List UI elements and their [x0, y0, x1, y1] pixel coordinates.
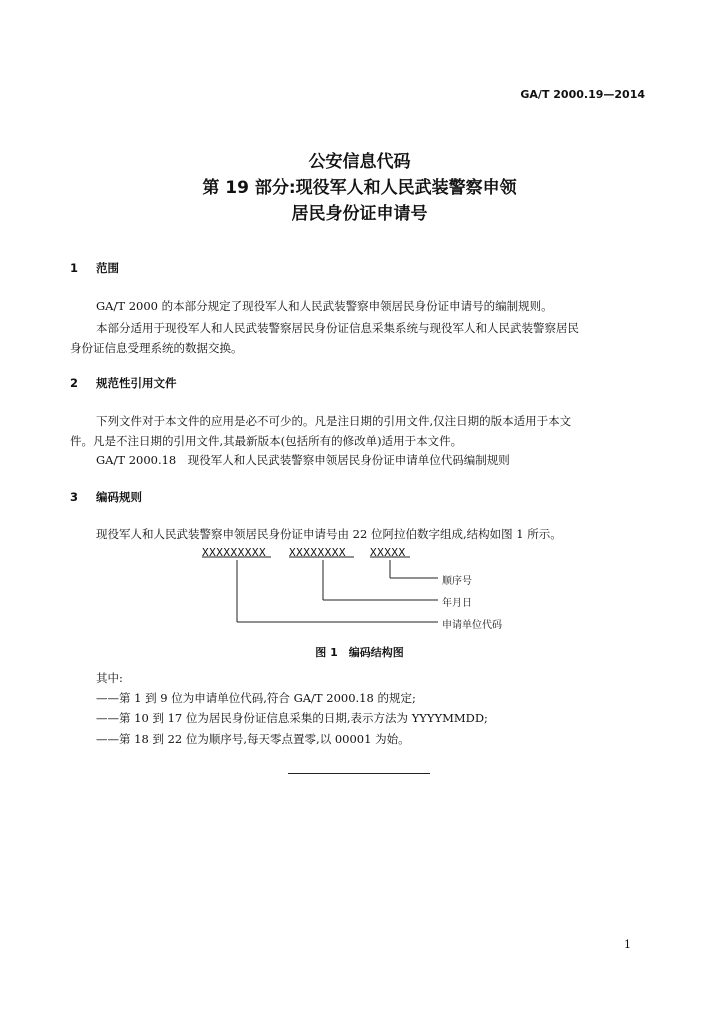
section-3-paragraph-1: 现役军人和人民武装警察申领居民身份证申请号由 22 位阿拉伯数字组成,结构如图 1 所示。	[96, 527, 562, 541]
section-2-title: 规范性引用文件	[96, 376, 177, 390]
code-segment-sequence: XXXXX	[370, 546, 406, 559]
section-1-paragraph-2: 本部分适用于现役军人和人民武装警察居民身份证信息采集系统与现役军人和人民武装警察居民	[96, 321, 579, 335]
notes-intro: 其中:	[96, 671, 123, 685]
section-3-title: 编码规则	[96, 490, 142, 504]
label-sequence-number: 顺序号	[442, 576, 472, 587]
section-2-paragraph-2: 件。凡是不注日期的引用文件,其最新版本(包括所有的修改单)适用于本文件。	[70, 434, 463, 448]
normative-reference: GA/T 2000.18 现役军人和人民武装警察申领居民身份证申请单位代码编制规则	[96, 453, 510, 467]
section-2-paragraph-1: 下列文件对于本文件的应用是必不可少的。凡是注日期的引用文件,仅注日期的版本适用于本文	[96, 414, 572, 428]
document-title-line1: 公安信息代码	[308, 152, 411, 172]
section-1-paragraph-3: 身份证信息受理系统的数据交换。	[70, 341, 243, 355]
section-3-number: 3	[70, 490, 79, 504]
section-1-number: 1	[70, 261, 79, 275]
label-unit-code: 申请单位代码	[442, 620, 502, 631]
code-segment-date: XXXXXXXX	[289, 546, 346, 559]
standard-code: GA/T 2000.19—2014	[520, 88, 645, 101]
section-1-title: 范围	[96, 261, 119, 275]
section-1-paragraph-1: GA/T 2000 的本部分规定了现役军人和人民武装警察申领居民身份证申请号的编制规则。	[96, 299, 553, 313]
document-title-line2: 第 19 部分:现役军人和人民武装警察申领	[202, 178, 517, 198]
note-item-1: ——第 1 到 9 位为申请单位代码,符合 GA/T 2000.18 的规定;	[96, 691, 416, 705]
page-number: 1	[624, 938, 631, 951]
figure-caption: 图 1 编码结构图	[315, 646, 404, 659]
document-title-line3: 居民身份证申请号	[291, 204, 428, 224]
code-segment-unit: XXXXXXXXX	[202, 546, 267, 559]
note-item-2: ——第 10 到 17 位为居民身份证信息采集的日期,表示方法为 YYYYMMDD;	[96, 711, 488, 725]
label-date: 年月日	[442, 598, 472, 609]
section-2-number: 2	[70, 376, 79, 390]
note-item-3: ——第 18 到 22 位为顺序号,每天零点置零,以 00001 为始。	[96, 732, 410, 746]
end-rule	[288, 773, 430, 774]
